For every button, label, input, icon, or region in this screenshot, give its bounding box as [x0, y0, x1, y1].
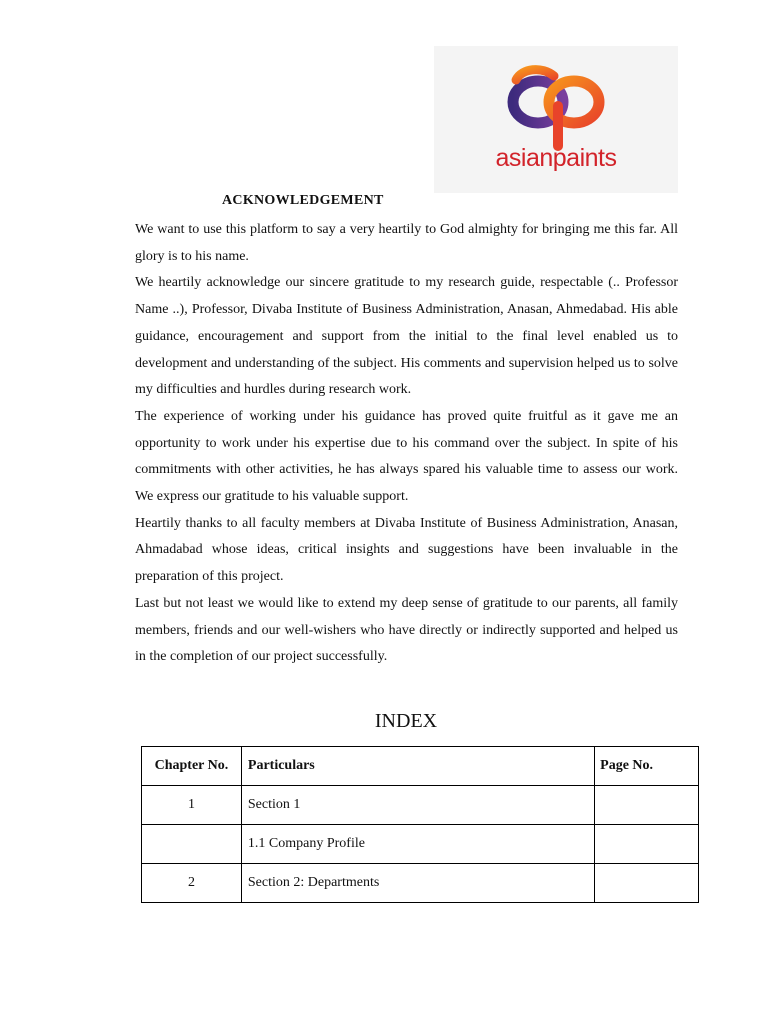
table-row	[142, 786, 699, 825]
chapter-cell	[142, 825, 242, 864]
particulars-cell: 1.1 Company Profile	[241, 825, 594, 864]
table-row	[142, 864, 699, 903]
page-cell	[595, 825, 699, 864]
acknowledgement-paragraph: The experience of working under his guidance has proved quite fruitful as it gave me an opportunity to work under his expertise due to his command over the subject. In spite of his commitments with other activities, he has always spared his valuable time to assess our work. We express our gratitude to his valuable support.	[135, 408, 678, 505]
index-heading: INDEX	[374, 710, 438, 732]
acknowledgement-paragraph: We want to use this platform to say a very heartily to God almighty for bringing me this far. All glory is to his name.	[135, 222, 678, 264]
page-cell	[595, 864, 699, 903]
particulars-cell: Section 1	[241, 786, 594, 825]
acknowledgement-paragraph: We heartily acknowledge our sincere gratitude to my research guide, respectable (.. Professor Name ..), Professor, Divaba Institute of Business Administration, Anasan, Ahmedabad. His able guidance, encouragement and support from the initial to the final level enabled us to development and understanding of the subject. His comments and supervision helped us to solve my difficulties and hurdles during research work.	[135, 275, 678, 398]
page-cell	[595, 786, 699, 825]
page-header: Page No.	[595, 747, 699, 786]
logo-wordmark: asianpaints	[495, 144, 617, 172]
index-header-row	[142, 747, 699, 786]
particulars-cell: Section 2: Departments	[241, 864, 594, 903]
asian-paints-logo	[434, 46, 678, 193]
chapter-header: Chapter No.	[142, 747, 242, 786]
index-table	[141, 746, 699, 903]
acknowledgement-body	[135, 217, 678, 671]
table-row	[142, 825, 699, 864]
acknowledgement-paragraph: Heartily thanks to all faculty members at Divaba Institute of Business Administration, Anasan, Ahmadabad whose ideas, critical insights and suggestions have been invaluable in the preparation of this project.	[135, 515, 678, 585]
acknowledgement-heading: ACKNOWLEDGEMENT	[222, 193, 384, 208]
chapter-cell: 2	[142, 864, 242, 903]
acknowledgement-paragraph: Last but not least we would like to extend my deep sense of gratitude to our parents, all family members, friends and our well-wishers who have directly or indirectly supported and helped us in the completion of our project successfully.	[135, 595, 678, 665]
chapter-cell: 1	[142, 786, 242, 825]
particulars-header: Particulars	[241, 747, 594, 786]
